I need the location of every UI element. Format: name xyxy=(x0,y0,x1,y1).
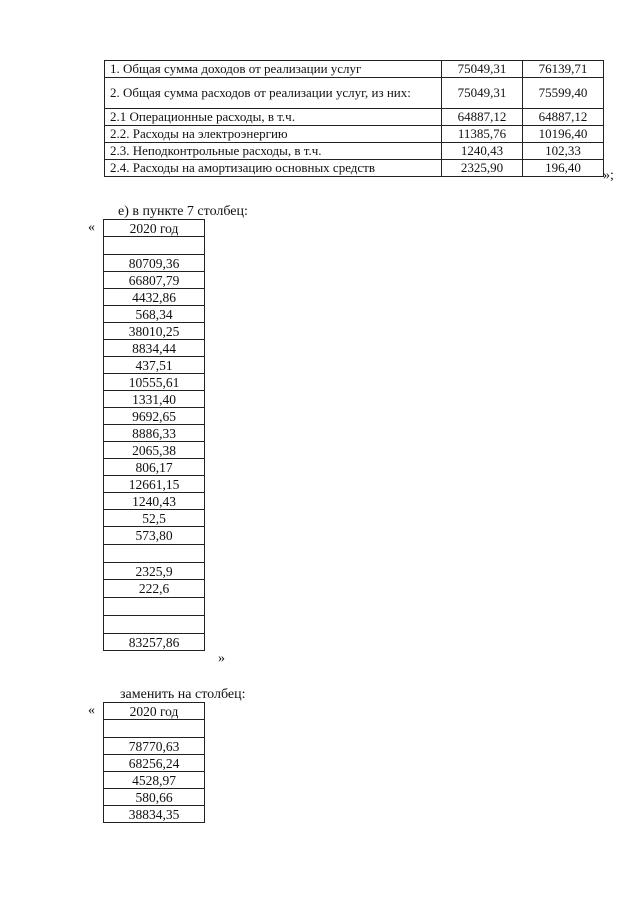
row-value-1: 75049,31 xyxy=(442,78,523,109)
column-cell xyxy=(104,545,205,563)
column-cell xyxy=(104,598,205,616)
table-row xyxy=(105,126,604,143)
year-column-table xyxy=(103,219,205,651)
table-row xyxy=(104,391,205,408)
table-row xyxy=(104,510,205,527)
closing-quote: »; xyxy=(603,168,614,183)
table-row xyxy=(104,340,205,357)
row-value-2: 75599,40 xyxy=(523,78,604,109)
row-value-2: 76139,71 xyxy=(523,61,604,78)
section-heading: е) в пункте 7 столбец: xyxy=(118,204,248,219)
table-row xyxy=(105,109,604,126)
table-row xyxy=(104,425,205,442)
column-cell: 2325,9 xyxy=(104,563,205,580)
table-row xyxy=(104,306,205,323)
column-cell: 80709,36 xyxy=(104,255,205,272)
row-label: 2.3. Неподконтрольные расходы, в т.ч. xyxy=(105,143,442,160)
replacement-column-table xyxy=(103,702,205,823)
row-value-2: 196,40 xyxy=(523,160,604,177)
column-cell: 580,66 xyxy=(104,789,205,806)
row-value-2: 102,33 xyxy=(523,143,604,160)
opening-quote: « xyxy=(88,220,95,235)
column-cell: 83257,86 xyxy=(104,634,205,651)
table-row xyxy=(105,143,604,160)
column-cell: 9692,65 xyxy=(104,408,205,425)
column-cell: 38834,35 xyxy=(104,806,205,823)
column-cell: 4432,86 xyxy=(104,289,205,306)
table-row xyxy=(105,160,604,177)
column-cell: 66807,79 xyxy=(104,272,205,289)
column-cell: 78770,63 xyxy=(104,738,205,755)
column-cell: 68256,24 xyxy=(104,755,205,772)
column-cell: 806,17 xyxy=(104,459,205,476)
row-value-1: 1240,43 xyxy=(442,143,523,160)
column-cell: 2065,38 xyxy=(104,442,205,459)
income-expense-table xyxy=(104,60,604,177)
column-cell: 437,51 xyxy=(104,357,205,374)
table-row xyxy=(104,772,205,789)
column-cell: 12661,15 xyxy=(104,476,205,493)
row-value-1: 75049,31 xyxy=(442,61,523,78)
column-header: 2020 год xyxy=(104,220,205,237)
row-label: 2.4. Расходы на амортизацию основных средств xyxy=(105,160,442,177)
column-cell xyxy=(104,237,205,255)
row-value-2: 10196,40 xyxy=(523,126,604,143)
row-value-1: 2325,90 xyxy=(442,160,523,177)
closing-quote: » xyxy=(218,651,225,666)
table-row xyxy=(104,357,205,374)
column-cell: 1240,43 xyxy=(104,493,205,510)
table-row xyxy=(104,755,205,772)
row-value-2: 64887,12 xyxy=(523,109,604,126)
column-cell: 1331,40 xyxy=(104,391,205,408)
table-row xyxy=(104,527,205,545)
table-row xyxy=(104,634,205,651)
table-row xyxy=(104,580,205,598)
row-label: 2.2. Расходы на электроэнергию xyxy=(105,126,442,143)
table-row xyxy=(104,374,205,391)
row-value-1: 11385,76 xyxy=(442,126,523,143)
table-row xyxy=(104,237,205,255)
column-cell: 4528,97 xyxy=(104,772,205,789)
column-cell: 8886,33 xyxy=(104,425,205,442)
column-header-row xyxy=(104,703,205,720)
column-cell: 8834,44 xyxy=(104,340,205,357)
table-row xyxy=(104,563,205,580)
table-row xyxy=(105,61,604,78)
column-cell: 10555,61 xyxy=(104,374,205,391)
table-row xyxy=(104,289,205,306)
column-cell: 52,5 xyxy=(104,510,205,527)
row-label: 1. Общая сумма доходов от реализации услуг xyxy=(105,61,442,78)
table-row xyxy=(104,789,205,806)
table-row xyxy=(104,442,205,459)
table-row xyxy=(104,738,205,755)
table-row xyxy=(104,616,205,634)
column-cell xyxy=(104,720,205,738)
table-row xyxy=(104,720,205,738)
column-cell: 38010,25 xyxy=(104,323,205,340)
column-cell: 568,34 xyxy=(104,306,205,323)
column-cell: 573,80 xyxy=(104,527,205,545)
table-row xyxy=(104,272,205,289)
table-row xyxy=(104,323,205,340)
opening-quote: « xyxy=(88,703,95,718)
table-row xyxy=(104,493,205,510)
table-row xyxy=(104,255,205,272)
row-value-1: 64887,12 xyxy=(442,109,523,126)
table-row xyxy=(104,408,205,425)
table-row xyxy=(104,806,205,823)
column-cell: 222,6 xyxy=(104,580,205,598)
row-label: 2.1 Операционные расходы, в т.ч. xyxy=(105,109,442,126)
column-header: 2020 год xyxy=(104,703,205,720)
table-row xyxy=(104,459,205,476)
table-row xyxy=(104,598,205,616)
column-header-row xyxy=(104,220,205,237)
column-cell xyxy=(104,616,205,634)
row-label: 2. Общая сумма расходов от реализации услуг, из них: xyxy=(105,78,442,109)
table-row xyxy=(104,545,205,563)
table-row xyxy=(105,78,604,109)
section-heading: заменить на столбец: xyxy=(120,687,246,702)
table-row xyxy=(104,476,205,493)
